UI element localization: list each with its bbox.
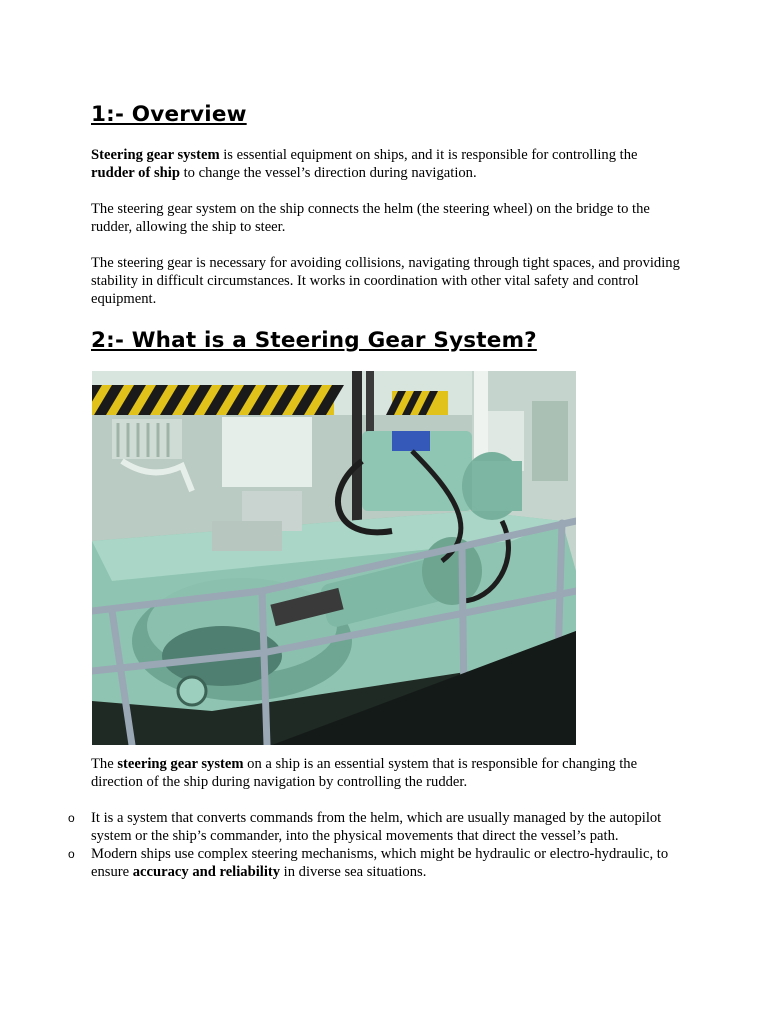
bold-term: Steering gear system: [91, 147, 220, 163]
text-run: in diverse sea situations.: [280, 864, 427, 880]
text-run: to change the vessel’s direction during navigation.: [179, 165, 477, 181]
overview-paragraph-1: [91, 146, 681, 182]
bold-term: accuracy and reliability: [132, 864, 281, 880]
text-run: The: [91, 756, 118, 772]
list-item: [68, 809, 681, 845]
overview-paragraph-2: The steering gear system on the ship connects the helm (the steering wheel) on the bridge to the rudder, allowing the ship to steer.: [91, 201, 650, 235]
bullet-marker: o: [68, 847, 75, 861]
bold-term: rudder of ship: [91, 165, 180, 181]
text-run: It is a system that converts commands from the helm, which are usually managed by the autopilot system or the ship’s commander, into the physical movements that direct the vessel’s path.: [91, 810, 662, 844]
text-run: on a ship is an essential system that is responsible for changing the direction of the ship during navigation by controlling the rudder.: [91, 756, 638, 790]
bullet-list: [68, 809, 681, 881]
document-body: [68, 100, 681, 881]
text-run: Modern ships use complex steering mechanisms, which might be hydraulic or electro-hydraulic, to ensure: [91, 846, 669, 880]
steering-gear-paragraph: [91, 755, 681, 791]
steering-gear-photo: [92, 371, 576, 745]
list-item: [68, 845, 681, 881]
overview-paragraph-3: The steering gear is necessary for avoiding collisions, navigating through tight spaces, and providing stability in difficult circumstances. It works in coordination with other vital safety and control equipment.: [91, 255, 680, 307]
bullet-marker: o: [68, 811, 75, 825]
bold-term: steering gear system: [117, 756, 244, 772]
text-run: is essential equipment on ships, and it is responsible for controlling the: [219, 147, 638, 163]
overview-heading: 1:- Overview: [91, 102, 247, 127]
steering-gear-heading: 2:- What is a Steering Gear System?: [91, 328, 537, 353]
